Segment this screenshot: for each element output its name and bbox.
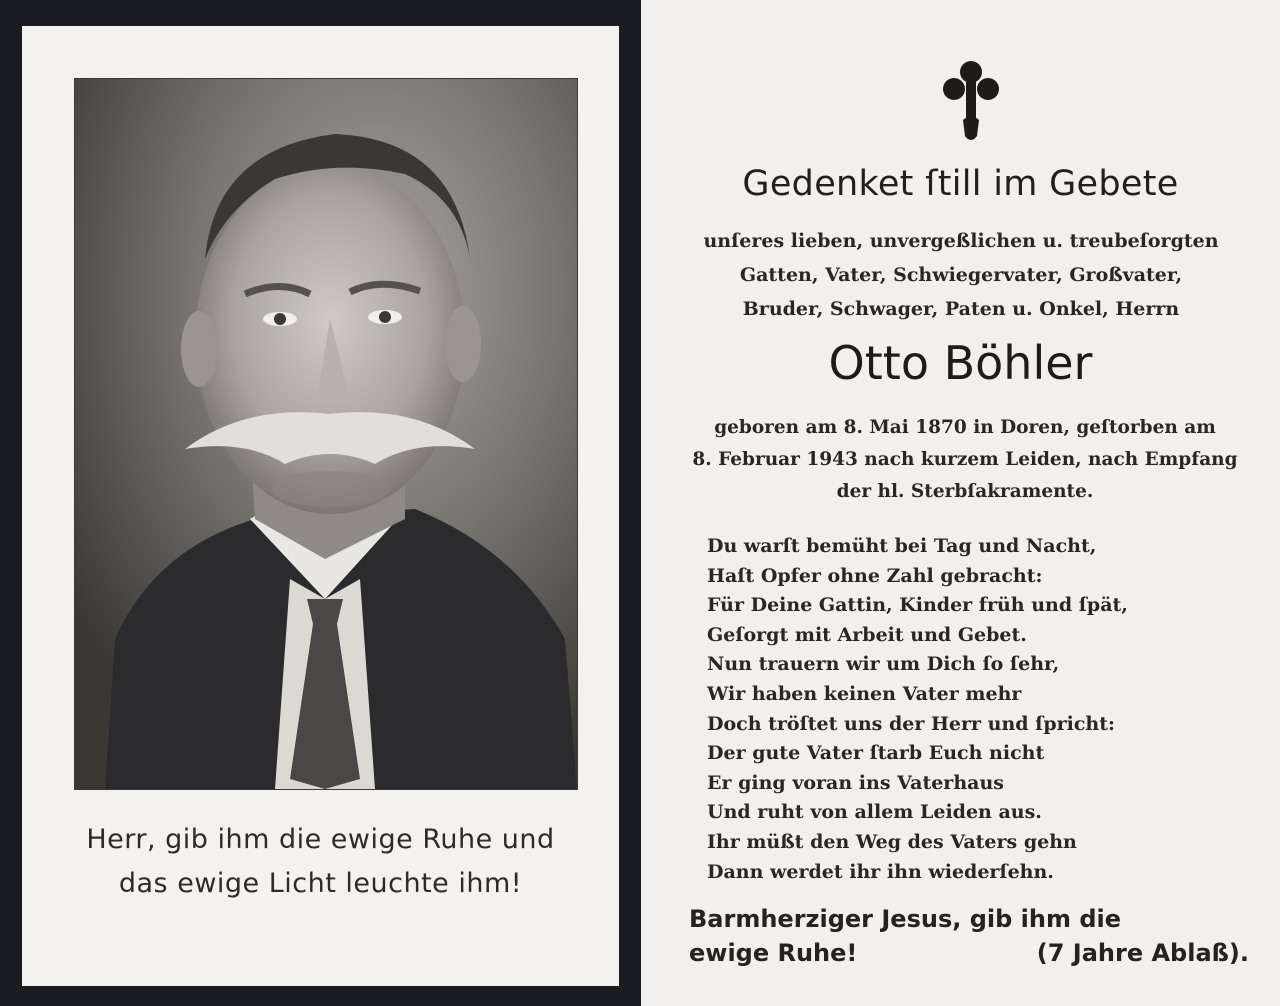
card-paper (22, 26, 619, 986)
poem-line: Dann werdet ihr ihn wiederſehn. (707, 860, 1054, 883)
intro-line: Bruder, Schwager, Paten u. Onkel, Herrn (742, 298, 1180, 320)
indulgence-note: (7 Jahre Ablaß). (1036, 939, 1249, 967)
portrait-illustration (75, 79, 577, 789)
bio-line: geboren am 8. Mai 1870 in Doren, geſtorben am (714, 417, 1216, 438)
cross-icon (941, 58, 1001, 148)
intro-text (661, 224, 1261, 326)
poem-line: Für Deine Gattin, Kinder früh und ſpät, (707, 594, 1128, 617)
closing-line-2-left: ewige Ruhe! (689, 939, 858, 967)
left-caption (22, 818, 619, 906)
bio-text (665, 412, 1265, 508)
poem-line: Er ging voran ins Vaterhaus (707, 771, 1004, 794)
poem-line: Der gute Vater ſtarb Euch nicht (707, 742, 1045, 765)
closing-line-1: Barmherziger Jesus, gib ihm die (689, 905, 1122, 933)
poem-line: Und ruht von allem Leiden aus. (707, 801, 1042, 824)
heading: Gedenket ſtill im Gebete (742, 164, 1179, 204)
poem-line: Doch tröſtet uns der Herr und ſpricht: (707, 712, 1116, 735)
poem (707, 532, 1247, 887)
poem-line: Ihr müßt den Weg des Vaters gehn (707, 830, 1077, 853)
poem-line: Du warſt bemüht bei Tag und Nacht, (707, 535, 1097, 557)
bio-line: der hl. Sterbſakramente. (836, 481, 1094, 502)
bio-line: 8. Februar 1943 nach kurzem Leiden, nach Empfang (692, 449, 1238, 470)
portrait-photo (74, 78, 578, 790)
intro-line: Gatten, Vater, Schwiegervater, Großvater, (739, 264, 1183, 286)
poem-line: Wir haben keinen Vater mehr (707, 682, 1022, 705)
memorial-card-right (641, 0, 1280, 1006)
closing-line-2 (689, 936, 1249, 970)
intro-line: unſeres lieben, unvergeßlichen u. treubeſorgten (703, 230, 1219, 252)
poem-line: Haſt Opfer ohne Zahl gebracht: (707, 564, 1043, 587)
poem-line: Nun trauern wir um Dich ſo ſehr, (707, 653, 1060, 676)
closing-prayer (689, 902, 1249, 970)
left-caption-line-1: Herr, gib ihm die ewige Ruhe und (86, 824, 555, 855)
left-caption-line-2: das ewige Licht leuchte ihm! (118, 868, 523, 899)
poem-line: Geſorgt mit Arbeit und Gebet. (707, 623, 1027, 646)
deceased-name: Otto Böhler (828, 336, 1093, 390)
